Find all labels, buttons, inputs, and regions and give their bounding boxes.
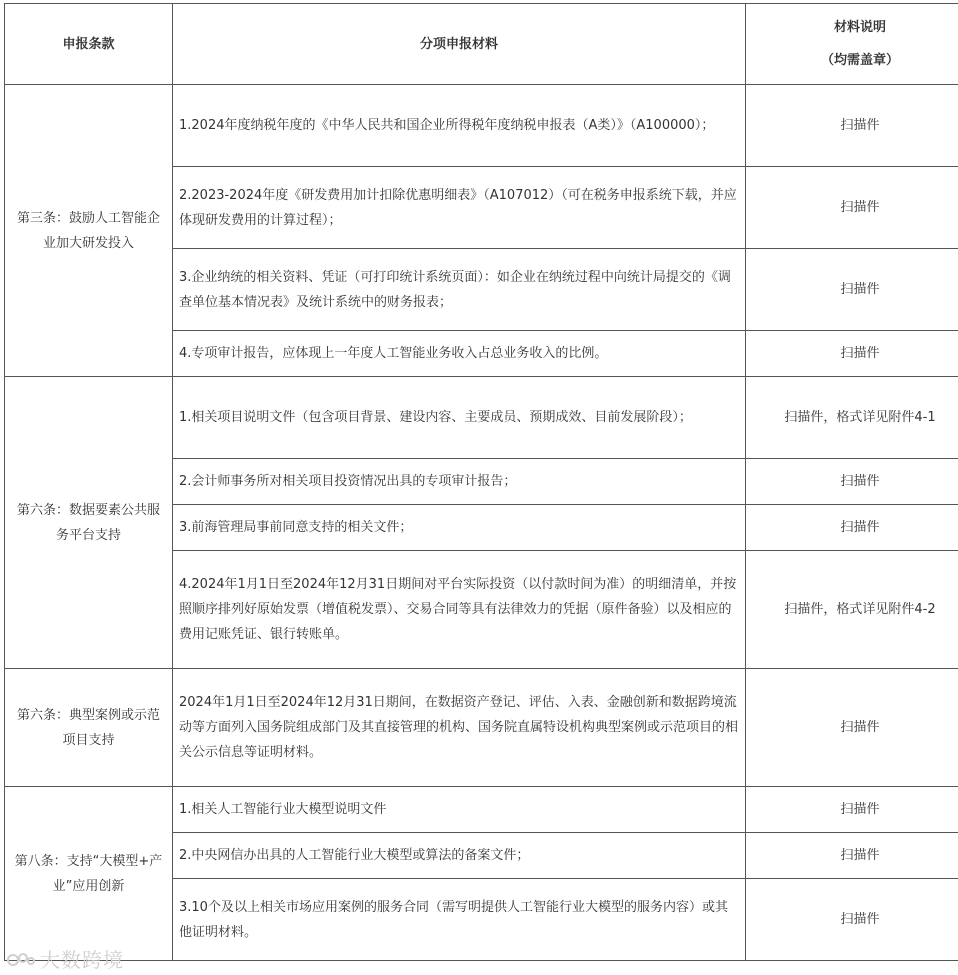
watermark	[6, 944, 124, 973]
table-row	[5, 669, 958, 787]
table-header-row	[5, 4, 958, 85]
watermark-logo-icon	[6, 950, 36, 970]
material-cell: 2024年1月1日至2024年12月31日期间，在数据资产登记、评估、入表、金融创新和数据跨境流动等方面列入国务院组成部门及其直接管理的机构、国务院直属特设机构典型案例或示范项目的相关公示信息等证明材料。	[173, 669, 746, 787]
clause-cell: 第八条：支持“大模型+产业”应用创新	[5, 787, 173, 961]
material-cell: 4.专项审计报告，应体现上一年度人工智能业务收入占总业务收入的比例。	[173, 331, 746, 377]
material-cell: 1.相关项目说明文件（包含项目背景、建设内容、主要成员、预期成效、目前发展阶段）；	[173, 377, 746, 459]
header-notes-line2: （均需盖章）	[820, 53, 899, 68]
material-cell: 2.会计师事务所对相关项目投资情况出具的专项审计报告；	[173, 459, 746, 505]
material-cell: 1.2024年度纳税年度的《中华人民共和国企业所得税年度纳税申报表（A类）》（A100000）；	[173, 85, 746, 167]
material-cell: 1.相关人工智能行业大模型说明文件	[173, 787, 746, 833]
header-clause: 申报条款	[5, 4, 173, 85]
clause-cell: 第六条：数据要素公共服务平台支持	[5, 377, 173, 669]
table-row	[5, 85, 958, 167]
material-cell: 2.2023-2024年度《研发费用加计扣除优惠明细表》（A107012）（可在税务申报系统下载，并应体现研发费用的计算过程）；	[173, 167, 746, 249]
note-cell: 扫描件	[746, 85, 958, 167]
note-cell: 扫描件	[746, 331, 958, 377]
note-cell: 扫描件	[746, 167, 958, 249]
header-materials: 分项申报材料	[173, 4, 746, 85]
material-cell: 2.中央网信办出具的人工智能行业大模型或算法的备案文件；	[173, 833, 746, 879]
material-cell: 3.企业纳统的相关资料、凭证（可打印统计系统页面）：如企业在纳统过程中向统计局提交的《调查单位基本情况表》及统计系统中的财务报表；	[173, 249, 746, 331]
material-cell: 3.前海管理局事前同意支持的相关文件；	[173, 505, 746, 551]
clause-cell: 第三条：鼓励人工智能企业加大研发投入	[5, 85, 173, 377]
watermark-text: 大数跨境	[40, 948, 124, 972]
material-cell: 3.10个及以上相关市场应用案例的服务合同（需写明提供人工智能行业大模型的服务内容）或其他证明材料。	[173, 879, 746, 961]
note-cell: 扫描件	[746, 833, 958, 879]
note-cell: 扫描件	[746, 459, 958, 505]
note-cell: 扫描件	[746, 249, 958, 331]
note-cell: 扫描件	[746, 505, 958, 551]
material-cell: 4.2024年1月1日至2024年12月31日期间对平台实际投资（以付款时间为准）的明细清单，并按照顺序排列好原始发票（增值税发票）、交易合同等具有法律效力的凭据（原件备验）以及相应的费用记账凭证、银行转账单。	[173, 551, 746, 669]
note-cell: 扫描件	[746, 787, 958, 833]
table-row	[5, 377, 958, 459]
requirements-table	[4, 3, 958, 961]
note-cell: 扫描件	[746, 879, 958, 961]
note-cell: 扫描件	[746, 669, 958, 787]
header-notes-line1: 材料说明	[833, 20, 886, 35]
table-row	[5, 787, 958, 833]
note-cell: 扫描件，格式详见附件4-2	[746, 551, 958, 669]
header-notes	[746, 4, 958, 85]
clause-cell: 第六条：典型案例或示范项目支持	[5, 669, 173, 787]
note-cell: 扫描件，格式详见附件4-1	[746, 377, 958, 459]
